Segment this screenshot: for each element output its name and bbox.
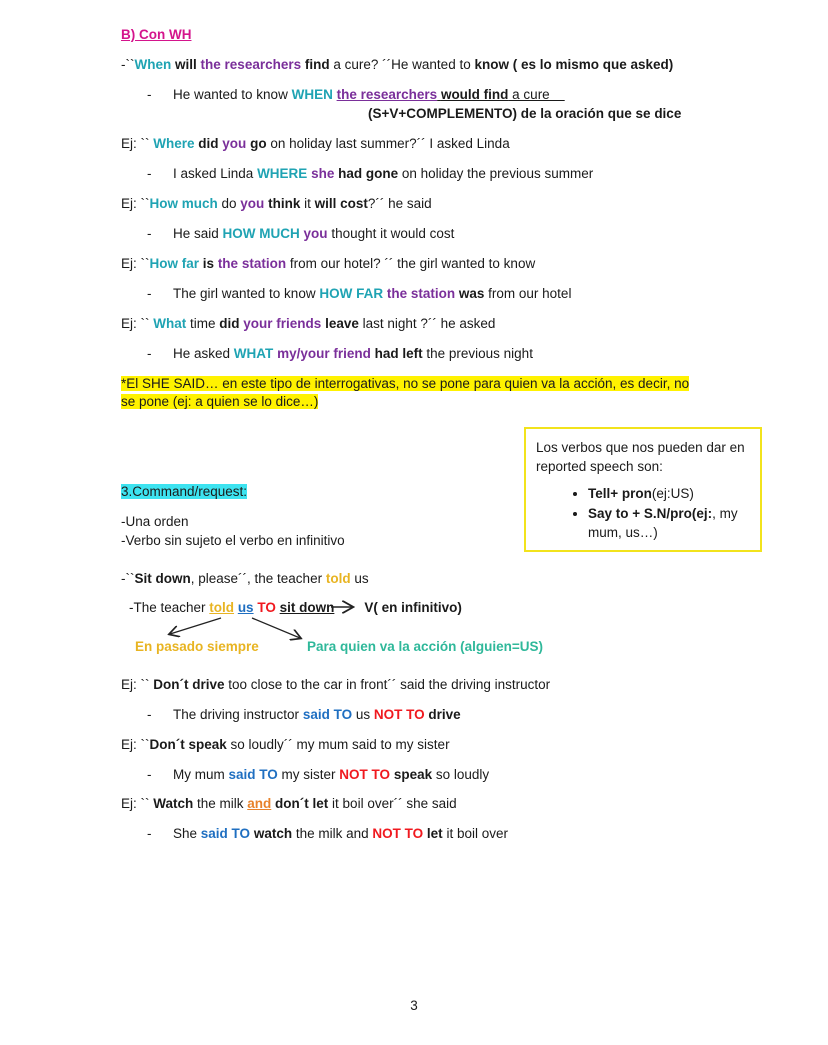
text: a cure? ´´He wanted to [329,57,475,72]
arrow-to-recipient [252,618,300,638]
example-where: Ej: `` Where did you go on holiday last summer?´´ I asked Linda [121,136,510,151]
label-recipient: Para quien va la acción (alguien=US) [307,639,543,654]
subject: the researchers [336,87,438,102]
reported-watch-milk: - She said TO watch the milk and NOT TO let it boil over [147,826,508,841]
note-line-2: se pone (ej: a quien se lo dice…) [121,394,319,409]
command-desc-1: -Una orden [121,514,189,529]
example-sit-down: -``Sit down, please´´, the teacher told us [121,571,369,586]
list-item: • Tell+ pron(ej:US) [588,484,750,503]
section-heading-command: 3.Command/request: [121,484,248,499]
example-how-much: Ej: ``How much do you think it will cost?´´ he said [121,196,432,211]
example-dont-drive: Ej: `` Don´t drive too close to the car in front´´ said the driving instructor [121,677,551,692]
reported-where: - I asked Linda WHERE she had gone on holiday the previous summer [147,166,594,181]
text: -`` [121,57,135,72]
reported-what: - He asked WHAT my/your friend had left the previous night [147,346,533,361]
note-line-1: *El SHE SAID… en este tipo de interrogativas, no se pone para quien va la acción, es decir, no [121,376,690,391]
text: He wanted to know [173,87,292,102]
verb: find [304,57,330,72]
reported-wh-sentence: - He wanted to know WHEN the researchers would find a cure [147,87,565,102]
reported-how-far: - The girl wanted to know HOW FAR the station was from our hotel [147,286,572,301]
heading-text: B) Con WH [121,27,192,42]
example-watch-milk: Ej: `` Watch the milk and don´t let it boil over´´ she said [121,796,457,811]
aux-verb: will [175,57,197,72]
wh-word: WHEN [291,87,333,102]
verb: would find [440,87,509,102]
example-dont-speak: Ej: ``Don´t speak so loudly´´ my mum said to my sister [121,737,450,752]
example-what: Ej: `` What time did your friends leave last night ?´´ he asked [121,316,496,331]
command-desc-2: -Verbo sin sujeto el verbo en infinitivo [121,533,345,548]
verb: know [474,57,509,72]
example-how-far: Ej: ``How far is the station from our hotel? ´´ the girl wanted to know [121,256,536,271]
wh-word: When [134,57,172,72]
structure-note: (S+V+COMPLEMENTO) de la oración que se dice [368,106,682,121]
box-intro: Los verbos que nos pueden dar en reported speech son: [536,440,745,474]
subject: the researchers [200,57,302,72]
page-number: 3 [410,998,418,1013]
text: a cure [508,87,565,102]
reported-dont-speak: - My mum said TO my sister NOT TO speak so loudly [147,767,490,782]
reported-sit-down: -The teacher told us TO sit down V( en infinitivo) [129,600,462,615]
label-past: En pasado siempre [135,639,259,654]
note: ( es lo mismo que asked) [508,57,674,72]
arrow-to-past [170,618,221,634]
reported-how-much: - He said HOW MUCH you thought it would cost [147,226,455,241]
list-item: • Say to + S.N/pro(ej:, my mum, us…) [588,504,750,542]
reported-dont-drive: - The driving instructor said TO us NOT TO drive [147,707,461,722]
